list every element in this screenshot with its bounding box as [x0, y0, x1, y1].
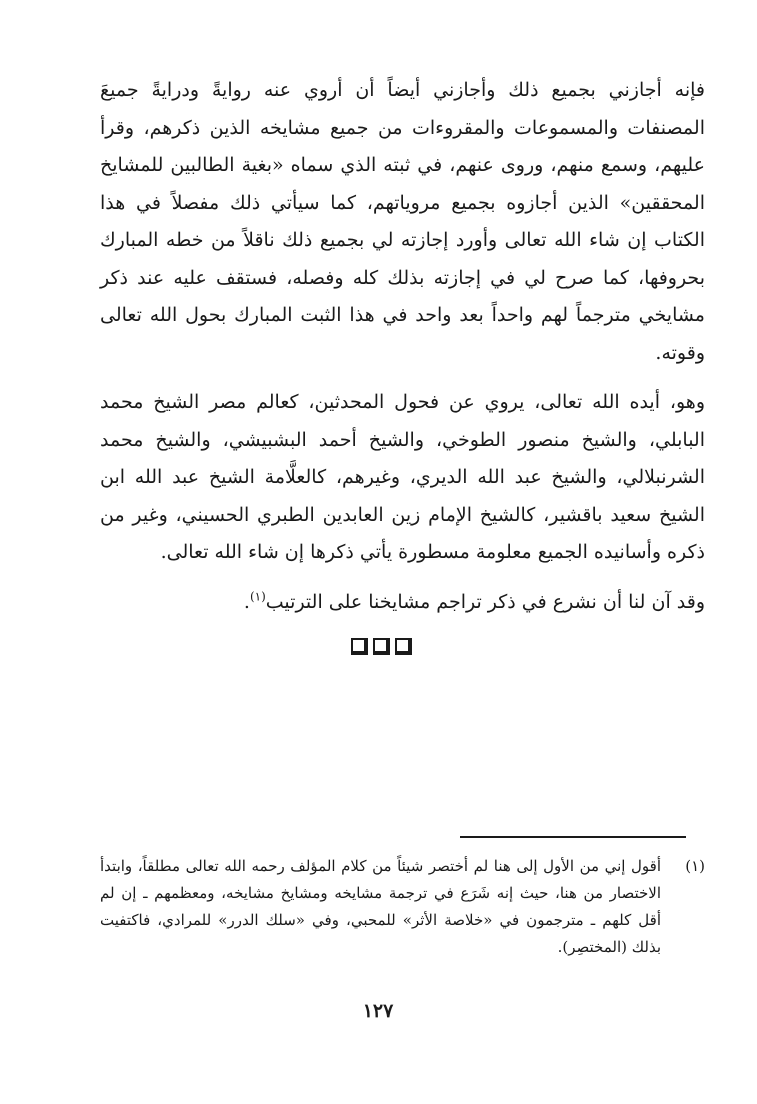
footnote-number: (١): [685, 857, 705, 875]
paragraph-1: فإنه أجازني بجميع ذلك وأجازني أيضاً أن أروي عنه روايةً ودرايةً جميعَ المصنفات والمسموعات والمقروءات من جميع مشايخه الذين ذكرهم، وقرأ عليهم، وسمع منهم، وروى عنهم، في ثبته الذي سماه «بغية الطالبين للمشايخ المحققين» الذين أجازوه بجميع مروياتهم، كما سيأتي ذلك مفصلاً في هذا الكتاب إن شاء الله تعالى وأورد إجازته لي بجميع ذلك ناقلاً من خطه المبارك بحروفها، كما صرح لي في إجازته بذلك كله وفصله، فستقف عليه عند ذكر مشايخي مترجماً لهم واحداً بعد واحد في هذا الثبت المبارك بحول الله تعالى وقوته.: [100, 79, 705, 364]
paragraph-3-text: وقد آن لنا أن نشرع في ذكر تراجم مشايخنا على الترتيب: [265, 590, 705, 613]
paragraph-3: [100, 584, 705, 622]
square-ornament-icon: [373, 638, 390, 655]
square-ornament-icon: [395, 638, 412, 655]
footnote-text: أقول إني من الأول إلى هنا لم أختصر شيئاً من كلام المؤلف رحمه الله تعالى مطلقاً، وابتدأ الاختصار من هنا، حيث إنه شَرَع في ترجمة مشايخه ومشايخ مشايخه، ومعظمهم ـ إن لم أقل كلهم ـ مترجمون في «خلاصة الأثر» للمحبي، وفي «سلك الدرر» للمرادي، فاكتفيت بذلك (المختصِر).: [100, 857, 661, 956]
footnote-separator: [460, 836, 686, 838]
footnote: [100, 853, 705, 961]
footnote-reference[interactable]: (١): [249, 589, 266, 604]
section-divider-ornament: [351, 638, 412, 655]
square-ornament-icon: [351, 638, 368, 655]
paragraph-2: وهو، أيده الله تعالى، يروي عن فحول المحدثين، كعالم مصر الشيخ محمد البابلي، والشيخ منصور الطوخي، والشيخ أحمد البشبيشي، والشيخ محمد الشرنبلالي، والشيخ عبد الله الديري، وغيرهم، كالعلَّامة الشيخ عبد الله ابن الشيخ سعيد باقشير، كالشيخ الإمام زين العابدين الطبري الحسيني، وغير من ذكره وأسانيده الجميع معلومة مسطورة يأتي ذكرها إن شاء الله تعالى.: [100, 391, 705, 563]
page-number: ١٢٧: [362, 1000, 394, 1022]
paragraph-3-end: .: [243, 590, 250, 613]
main-text: [100, 72, 705, 621]
